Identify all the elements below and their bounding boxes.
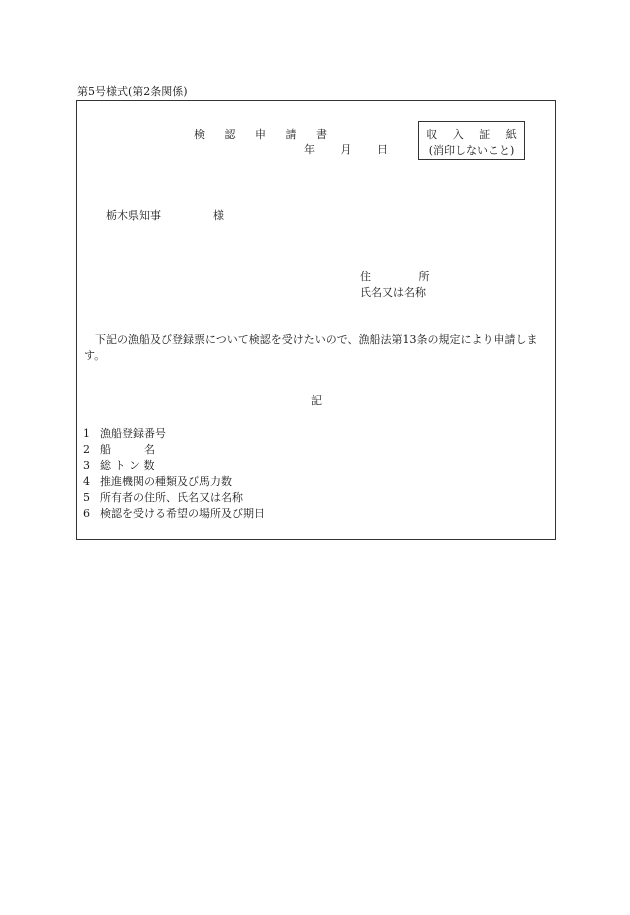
date-field: 年 月 日 [304, 143, 388, 156]
notes-heading: 記 [311, 394, 322, 407]
item-text: 船 名 [100, 443, 155, 456]
item-number: 3 [83, 459, 90, 472]
item-number: 1 [83, 427, 90, 440]
applicant-address-label: 住 所 [360, 270, 430, 283]
item-number: 2 [83, 443, 90, 456]
list-item [83, 474, 265, 490]
stamp-label: 収 入 証 紙 [426, 128, 523, 141]
applicant-name-label: 氏名又は名称 [360, 286, 426, 299]
list-item [83, 490, 265, 506]
item-text: 漁船登録番号 [100, 427, 166, 440]
item-number: 5 [83, 491, 90, 504]
item-text: 総 ト ン 数 [100, 459, 155, 472]
document-title: 検 認 申 請 書 [194, 128, 335, 141]
list-item [83, 506, 265, 522]
list-item [83, 442, 265, 458]
item-text: 所有者の住所、氏名又は名称 [100, 491, 243, 504]
list-item [83, 458, 265, 474]
stamp-note: (消印しないこと) [428, 144, 515, 157]
item-number: 6 [83, 507, 90, 520]
item-number: 4 [83, 475, 90, 488]
addressee-name: 栃木県知事 [106, 209, 161, 222]
form-number: 第5号様式(第2条関係) [77, 85, 188, 98]
revenue-stamp-box [418, 121, 525, 160]
item-list [83, 426, 265, 522]
request-statement: 下記の漁船及び登録票について検認を受けたいので、漁船法第13条の規定により申請します。 [84, 333, 538, 362]
item-text: 検認を受ける希望の場所及び期日 [100, 507, 265, 520]
item-text: 推進機関の種類及び馬力数 [100, 475, 232, 488]
list-item [83, 426, 265, 442]
addressee-honorific: 様 [213, 209, 224, 222]
